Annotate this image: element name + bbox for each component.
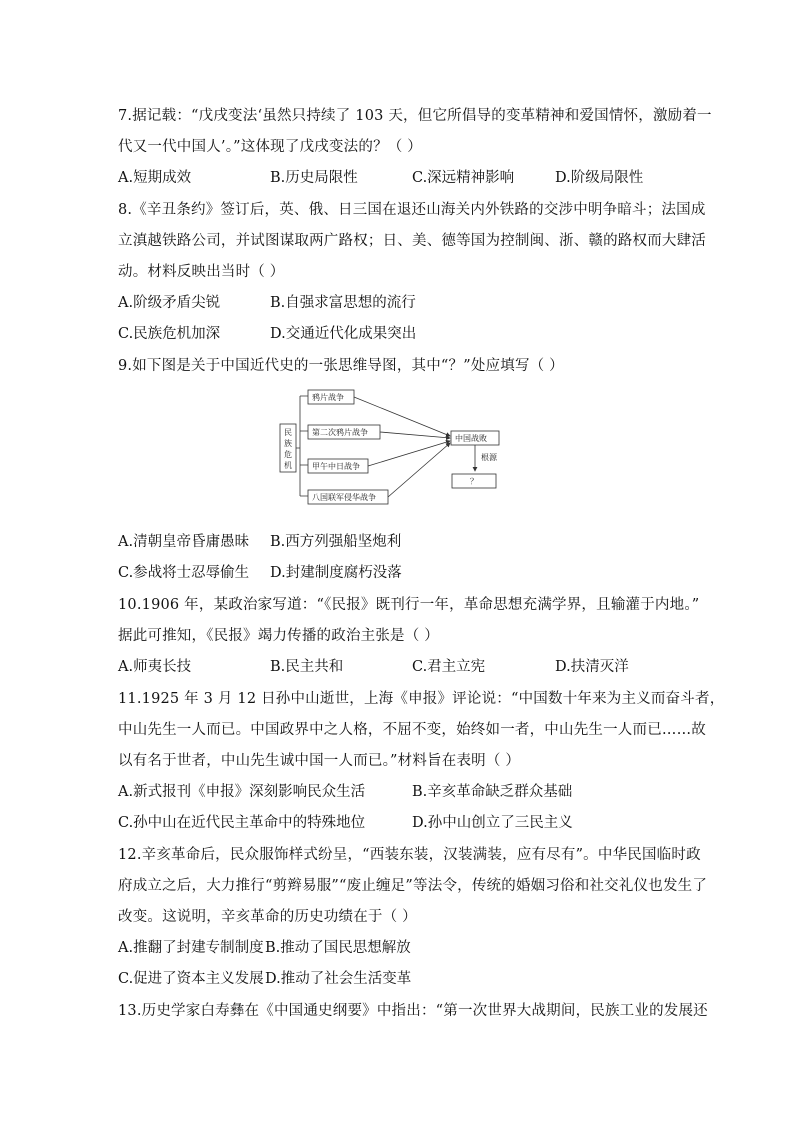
q12-stem-line-3: 改变。这说明，辛亥革命的历史功绩在于（ ） <box>118 909 417 925</box>
q9-option-d: D.封建制度腐朽没落 <box>270 565 402 581</box>
mind-map-bracket <box>296 396 308 496</box>
q11-stem-line-3: 以有名于世者，中山先生诚中国一人而已。”材料旨在表明（ ） <box>118 753 521 769</box>
q11-stem-line-1: 11.1925 年 3 月 12 日孙中山逝世，上海《申报》评论说：“中国数十年来为主义而奋斗者， <box>118 691 725 707</box>
q7-stem-line-2: 代又一代中国人’。”这体现了戊戌变法的？（ ） <box>118 139 422 155</box>
unknown-label: ？ <box>470 477 478 486</box>
q9-option-b: B.西方列强船坚炮利 <box>270 534 402 550</box>
war-label-4: 八国联军侵华战争 <box>312 493 376 502</box>
q11-option-d: D.孙中山创立了三民主义 <box>412 815 573 831</box>
q9-option-c: C.参战将士忍辱偷生 <box>118 565 250 581</box>
q12-option-b: B.推动了国民思想解放 <box>265 940 411 956</box>
arrow-2 <box>380 432 450 438</box>
q12-stem-line-1: 12.辛亥革命后，民众服饰样式纷呈，“西装东装，汉装满装，应有尽有”。中华民国临时政 <box>118 847 701 863</box>
q7-stem-line-1: 7.据记载：“戊戌变法‘虽然只持续了 103 天，但它所倡导的变革精神和爱国情怀，激励着一 <box>118 108 712 124</box>
q10-option-a: A.师夷长技 <box>118 659 192 675</box>
q11-option-a: A.新式报刊《申报》深刻影响民众生活 <box>118 784 366 800</box>
mind-map-crisis-char-3: 危 <box>284 450 292 459</box>
q11-stem-line-2: 中山先生一人而已。中国政界中之人格，不屈不变，始终如一者，中山先生一人而已……故 <box>118 722 706 738</box>
q8-stem-line-2: 立滇越铁路公司，并试图谋取两广路权；日、美、德等国为控制闽、浙、赣的路权而大肆活 <box>118 233 706 249</box>
war-label-3: 甲午中日战争 <box>312 462 360 471</box>
q8-stem-line-3: 动。材料反映出当时（ ） <box>118 264 285 280</box>
q12-option-a: A.推翻了封建专制制度 <box>118 940 264 956</box>
mind-map-crisis-char-2: 族 <box>284 439 292 448</box>
mind-map-crisis-char-1: 民 <box>284 428 292 437</box>
defeat-label: 中国战败 <box>455 434 487 443</box>
q8-option-b: B.自强求富思想的流行 <box>270 295 416 311</box>
q8-stem-line-1: 8.《辛丑条约》签订后，英、俄、日三国在退还山海关内外铁路的交涉中明争暗斗；法国成 <box>118 202 706 218</box>
arrow-4 <box>388 443 450 497</box>
q12-option-c: C.促进了资本主义发展 <box>118 971 264 987</box>
q7-option-a: A.短期成效 <box>118 170 192 186</box>
q12-option-d: D.推动了社会生活变革 <box>265 971 412 987</box>
q8-option-a: A.阶级矛盾尖锐 <box>118 295 221 311</box>
war-label-2: 第二次鸦片战争 <box>312 428 368 437</box>
arrow-1 <box>354 397 450 436</box>
q10-stem-line-2: 据此可推知，《民报》竭力传播的政治主张是（ ） <box>118 628 439 644</box>
q12-stem-line-2: 府成立之后，大力推行“剪辫易服”“废止缠足”等法令，传统的婚姻习俗和社交礼仪也发生了 <box>118 878 708 894</box>
q10-option-b: B.民主共和 <box>270 659 344 675</box>
q9-stem: 9.如下图是关于中国近代史的一张思维导图，其中“？”处应填写（ ） <box>118 358 564 374</box>
q10-option-c: C.君主立宪 <box>412 659 486 675</box>
root-label: 根源 <box>481 453 497 462</box>
q10-stem-line-1: 10.1906 年，某政治家写道：“《民报》既刊行一年，革命思想充满学界，且输灌于内地。” <box>118 597 700 613</box>
war-label-1: 鸦片战争 <box>312 393 344 402</box>
q8-option-c: C.民族危机加深 <box>118 326 221 342</box>
q7-option-c: C.深远精神影响 <box>412 170 515 186</box>
mind-map-crisis-char-4: 机 <box>284 461 292 470</box>
q10-option-d: D.扶清灭洋 <box>555 659 629 675</box>
q8-option-d: D.交通近代化成果突出 <box>270 326 417 342</box>
q9-option-a: A.清朝皇帝昏庸愚昧 <box>118 534 250 550</box>
q7-option-d: D.阶级局限性 <box>555 170 644 186</box>
q7-option-b: B.历史局限性 <box>270 170 358 186</box>
q13-stem-line-1: 13.历史学家白寿彝在《中国通史纲要》中指出：“第一次世界大战期间，民族工业的发展还 <box>118 1003 708 1019</box>
q11-option-c: C.孙中山在近代民主革命中的特殊地位 <box>118 815 366 831</box>
mind-map-diagram <box>278 388 518 510</box>
q11-option-b: B.辛亥革命缺乏群众基础 <box>412 784 573 800</box>
